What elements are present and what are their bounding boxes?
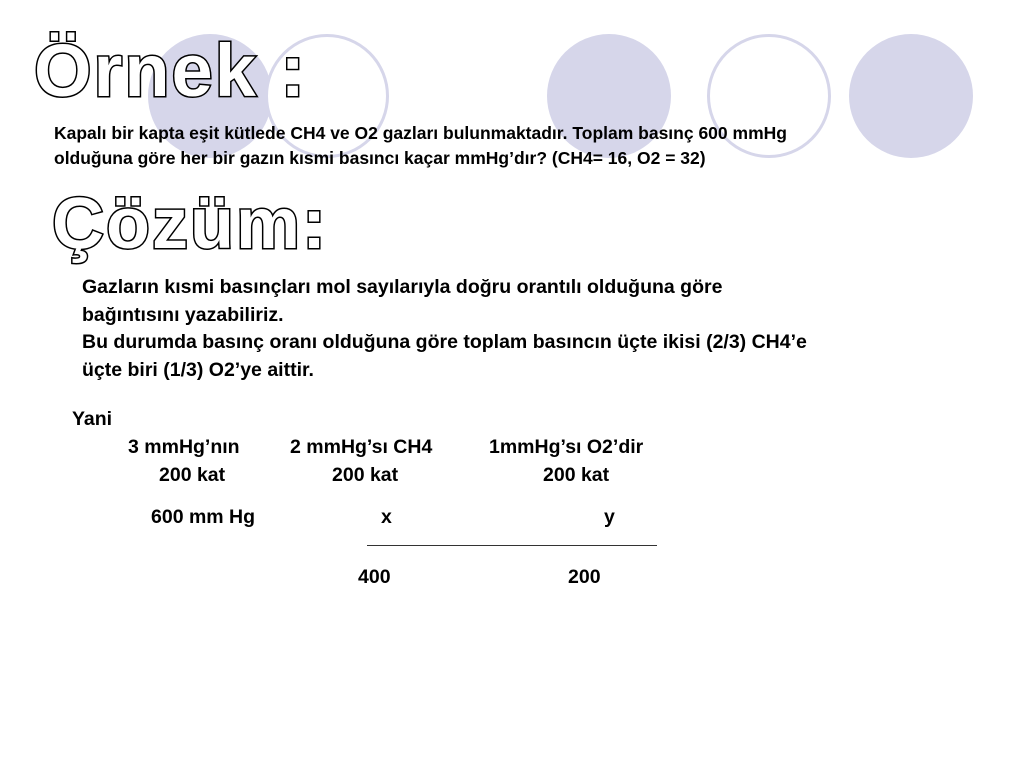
multiplier-cell-ch4: 200 kat bbox=[332, 464, 399, 486]
ratio-cell-ch4: 2 mmHg’sı CH4 bbox=[290, 436, 433, 458]
solution-line-3: Bu durumda basınç oranı olduğuna göre toplam basıncın üçte ikisi (2/3) CH4’e bbox=[82, 331, 807, 353]
multiplier-cell-o2: 200 kat bbox=[543, 464, 610, 486]
ratio-cell-total: 3 mmHg’nın bbox=[128, 436, 240, 458]
unknown-y-cell: y bbox=[604, 506, 615, 528]
result-x-cell: 400 bbox=[358, 566, 391, 588]
multiplier-cell-total: 200 kat bbox=[159, 464, 226, 486]
problem-text bbox=[54, 121, 954, 171]
ratio-cell-o2: 1mmHg’sı O2’dir bbox=[489, 436, 644, 458]
result-divider bbox=[367, 545, 657, 546]
result-y-cell: 200 bbox=[568, 566, 601, 588]
solution-line-4: üçte biri (1/3) O2’ye aittir. bbox=[82, 358, 314, 381]
solution-title: Çözüm: bbox=[52, 184, 328, 264]
problem-line-1: Kapalı bir kapta eşit kütlede CH4 ve O2 gazları bulunmaktadır. Toplam basınç 600 mmHg bbox=[54, 123, 787, 143]
solution-line-2: bağıntısını yazabiliriz. bbox=[82, 303, 284, 326]
example-title: Örnek : bbox=[34, 29, 308, 112]
unknown-x-cell: x bbox=[381, 506, 392, 528]
problem-line-2: olduğuna göre her bir gazın kısmi basıncı kaçar mmHg’dır? (CH4= 16, O2 = 32) bbox=[54, 148, 706, 168]
solution-text bbox=[82, 274, 982, 384]
solution-line-1: Gazların kısmi basınçları mol sayılarıyla doğru orantılı olduğuna göre bbox=[82, 276, 723, 298]
total-pressure-cell: 600 mm Hg bbox=[151, 506, 256, 528]
calculation-label: Yani bbox=[72, 408, 113, 430]
